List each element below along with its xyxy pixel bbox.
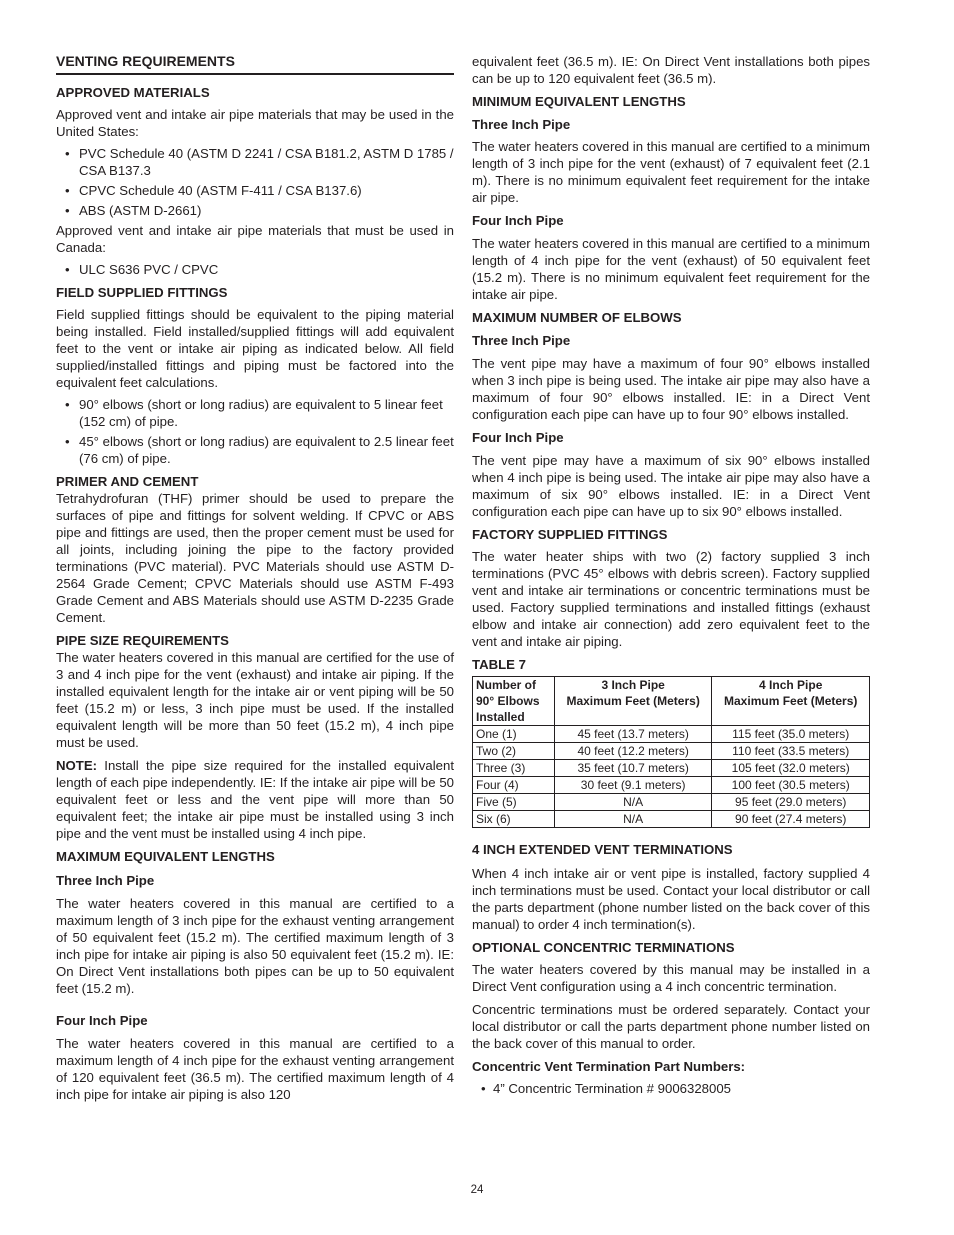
table-row — [473, 794, 870, 811]
left-column — [56, 48, 454, 1103]
continued-text: equivalent feet (36.5 m). IE: On Direct Vent installations both pipes can be up to 120 equivalent feet (36.5 m). — [472, 54, 870, 86]
three-inch-cell: 45 feet (13.7 meters) — [554, 726, 712, 743]
part-numbers-heading: Concentric Vent Termination Part Numbers: — [472, 1059, 746, 1074]
elbow-count-cell: Five (5) — [473, 794, 555, 811]
three-inch-cell: 35 feet (10.7 meters) — [554, 760, 712, 777]
three-inch-cell: N/A — [554, 811, 712, 828]
min-four-inch-heading: Four Inch Pipe — [472, 213, 564, 228]
approved-materials-heading: APPROVED MATERIALS — [56, 85, 210, 100]
pipe-size-note — [56, 757, 454, 842]
factory-fittings-heading: FACTORY SUPPLIED FITTINGS — [472, 527, 668, 542]
header-three-inch — [554, 677, 712, 726]
table-row — [473, 760, 870, 777]
elbows-three-inch-heading: Three Inch Pipe — [472, 333, 571, 348]
header-four-inch-subtitle: Maximum Feet (Meters) — [724, 694, 858, 708]
us-materials-list — [56, 145, 454, 219]
extended-terminations-text: When 4 inch intake air or vent pipe is installed, factory supplied 4 inch terminations must be used. Contact your local distributor or call the parts department (phone number listed on the back cover of this manual) to order 4 inch termination(s). — [472, 866, 870, 932]
four-inch-cell: 100 feet (30.5 meters) — [712, 777, 870, 794]
canada-materials-intro: Approved vent and intake air pipe materials that must be used in Canada: — [56, 223, 454, 255]
table-row — [473, 743, 870, 760]
list-item: • ULC S636 PVC / CPVC — [56, 261, 454, 278]
max-three-inch-heading: Three Inch Pipe — [56, 873, 155, 888]
header-elbows-installed: Number of 90° Elbows Installed — [473, 677, 555, 726]
elbows-four-inch-heading: Four Inch Pipe — [472, 430, 564, 445]
list-item: • 45° elbows (short or long radius) are equivalent to 2.5 linear feet (76 cm) of pipe. — [56, 433, 454, 467]
four-inch-cell: 90 feet (27.4 meters) — [712, 811, 870, 828]
elbows-table — [472, 676, 870, 828]
table-row — [473, 811, 870, 828]
elbows-three-inch-text: The vent pipe may have a maximum of four 90° elbows installed when 3 inch pipe is being used. The intake air pipe may also have a maximum of four 90° elbows installed. IE: in a Direct Vent configuration each pipe can have up to four 90° elbows installed. — [472, 356, 870, 422]
four-inch-cell: 115 feet (35.0 meters) — [712, 726, 870, 743]
header-four-inch-title: 4 Inch Pipe — [759, 678, 823, 692]
max-equivalent-heading: MAXIMUM EQUIVALENT LENGTHS — [56, 849, 275, 864]
page-number: 24 — [470, 1184, 484, 1196]
four-inch-cell: 105 feet (32.0 meters) — [712, 760, 870, 777]
max-elbows-heading: MAXIMUM NUMBER OF ELBOWS — [472, 310, 682, 325]
note-text: Install the pipe size required for the installed equivalent length of each pipe independently. IE: If the intake air pipe will be 50 equivalent feet or less and the vent pipe will more than 50 equivalent feet; the intake air pipe must be installed using 3 inch pipe and the vent must be installed using 4 inch pipe. — [56, 758, 454, 841]
min-three-inch-heading: Three Inch Pipe — [472, 117, 571, 132]
list-item: • 4” Concentric Termination # 9006328005 — [472, 1080, 870, 1097]
extended-terminations-heading: 4 INCH EXTENDED VENT TERMINATIONS — [472, 842, 733, 857]
max-four-inch-text: The water heaters covered in this manual are certified to a maximum length of 4 inch pipe for the exhaust venting arrangement of 120 equivalent feet (36.5 m). The certified maximum length of 4 inch pipe for intake air piping is also 120 — [56, 1036, 454, 1102]
elbow-count-cell: Three (3) — [473, 760, 555, 777]
min-three-inch-text: The water heaters covered in this manual are certified to a minimum length of 3 inch pipe for the vent (exhaust) of 7 equivalent feet (2.1 m). There is no minimum equivalent feet requirement for the intake air pipe. — [472, 139, 870, 205]
primer-cement-text: Tetrahydrofuran (THF) primer should be used to prepare the surfaces of pipe and fittings for solvent welding. If CPVC or ABS pipe and fittings are used, then the proper cement must be used for all joints, including joining the pipe to the factory provided terminations (PVC material). PVC Materials should use ASTM D-2564 Grade Cement; CPVC Materials should use ASTM F-493 Grade Cement and ABS Materials should use ASTM D-2235 Grade Cement. — [56, 491, 454, 625]
concentric-heading: OPTIONAL CONCENTRIC TERMINATIONS — [472, 940, 735, 955]
concentric-text-2: Concentric terminations must be ordered separately. Contact your local distributor or call the parts department phone number listed on the back cover of this manual to order. — [472, 1002, 870, 1051]
max-three-inch-text: The water heaters covered in this manual are certified to a maximum length of 3 inch pipe for the exhaust venting arrangement of 50 equivalent feet (15.2 m). The certified maximum length of 3 inch pipe for intake air piping is also 50 equivalent feet (15.2 m). IE: On Direct Vent installations both pipes can be up to 50 equivalent feet (15.2 m). — [56, 896, 454, 996]
list-item: • CPVC Schedule 40 (ASTM F-411 / CSA B137.6) — [56, 182, 454, 199]
min-equivalent-heading: MINIMUM EQUIVALENT LENGTHS — [472, 94, 686, 109]
us-materials-intro: Approved vent and intake air pipe materials that may be used in the United States: — [56, 107, 454, 139]
header-three-inch-subtitle: Maximum Feet (Meters) — [566, 694, 700, 708]
elbow-count-cell: Four (4) — [473, 777, 555, 794]
pipe-size-heading: PIPE SIZE REQUIREMENTS — [56, 633, 229, 648]
header-three-inch-title: 3 Inch Pipe — [601, 678, 665, 692]
list-item: • ABS (ASTM D-2661) — [56, 202, 454, 219]
concentric-text-1: The water heaters covered by this manual may be installed in a Direct Vent configuration using a 4 inch concentric termination. — [472, 962, 870, 994]
header-four-inch — [712, 677, 870, 726]
min-four-inch-text: The water heaters covered in this manual are certified to a minimum length of 4 inch pipe for the vent (exhaust) of 50 equivalent feet (15.2 m). There is no minimum equivalent feet requirement for the intake air pipe. — [472, 236, 870, 302]
table-row — [473, 726, 870, 743]
table-caption: TABLE 7 — [472, 657, 526, 672]
three-inch-cell: N/A — [554, 794, 712, 811]
primer-cement-heading: PRIMER AND CEMENT — [56, 474, 199, 489]
fittings-equivalents-list — [56, 396, 454, 467]
section-title: VENTING REQUIREMENTS — [56, 53, 454, 75]
elbow-count-cell: One (1) — [473, 726, 555, 743]
four-inch-cell: 110 feet (33.5 meters) — [712, 743, 870, 760]
three-inch-cell: 40 feet (12.2 meters) — [554, 743, 712, 760]
note-label: NOTE: — [56, 758, 98, 773]
table-header-row — [473, 677, 870, 726]
pipe-size-text: The water heaters covered in this manual are certified for the use of 3 and 4 inch pipe for the vent (exhaust) and intake air piping. If the installed equivalent length for the intake air or vent piping will be 50 feet (15.2 m) or less, 3 inch pipe must be used. If the installed equivalent length will be more than 50 feet (15.2 m), 4 inch pipe must be used. — [56, 650, 454, 750]
elbows-four-inch-text: The vent pipe may have a maximum of six 90° elbows installed when 4 inch pipe is being used. The intake air pipe may also have a maximum of six 90° elbows installed. IE: in a Direct Vent configuration each pipe can have up to six 90° elbows installed. — [472, 453, 870, 519]
max-four-inch-heading: Four Inch Pipe — [56, 1013, 148, 1028]
elbow-count-cell: Six (6) — [473, 811, 555, 828]
field-fittings-text: Field supplied fittings should be equivalent to the piping material being installed. Field installed/supplied fittings will add equivalent feet to the vent or intake air piping as indicated below. All field supplied/installed fittings and piping must be factored into the equivalent feet calculations. — [56, 307, 454, 390]
right-column — [472, 48, 870, 1097]
three-inch-cell: 30 feet (9.1 meters) — [554, 777, 712, 794]
four-inch-cell: 95 feet (29.0 meters) — [712, 794, 870, 811]
elbow-count-cell: Two (2) — [473, 743, 555, 760]
part-numbers-list — [472, 1080, 870, 1097]
factory-fittings-text: The water heater ships with two (2) factory supplied 3 inch terminations (PVC 45° elbows with debris screen). Factory supplied vent and intake air terminations or concentric terminations must be used. Factory supplied terminations and installed fittings (exhaust elbow and intake air connection) add zero equivalent feet to the vent and intake air piping. — [472, 549, 870, 649]
canada-materials-list — [56, 261, 454, 278]
field-fittings-heading: FIELD SUPPLIED FITTINGS — [56, 285, 228, 300]
table-row — [473, 777, 870, 794]
list-item: • PVC Schedule 40 (ASTM D 2241 / CSA B181.2, ASTM D 1785 / CSA B137.3 — [56, 145, 454, 179]
list-item: • 90° elbows (short or long radius) are equivalent to 5 linear feet (152 cm) of pipe. — [56, 396, 454, 430]
